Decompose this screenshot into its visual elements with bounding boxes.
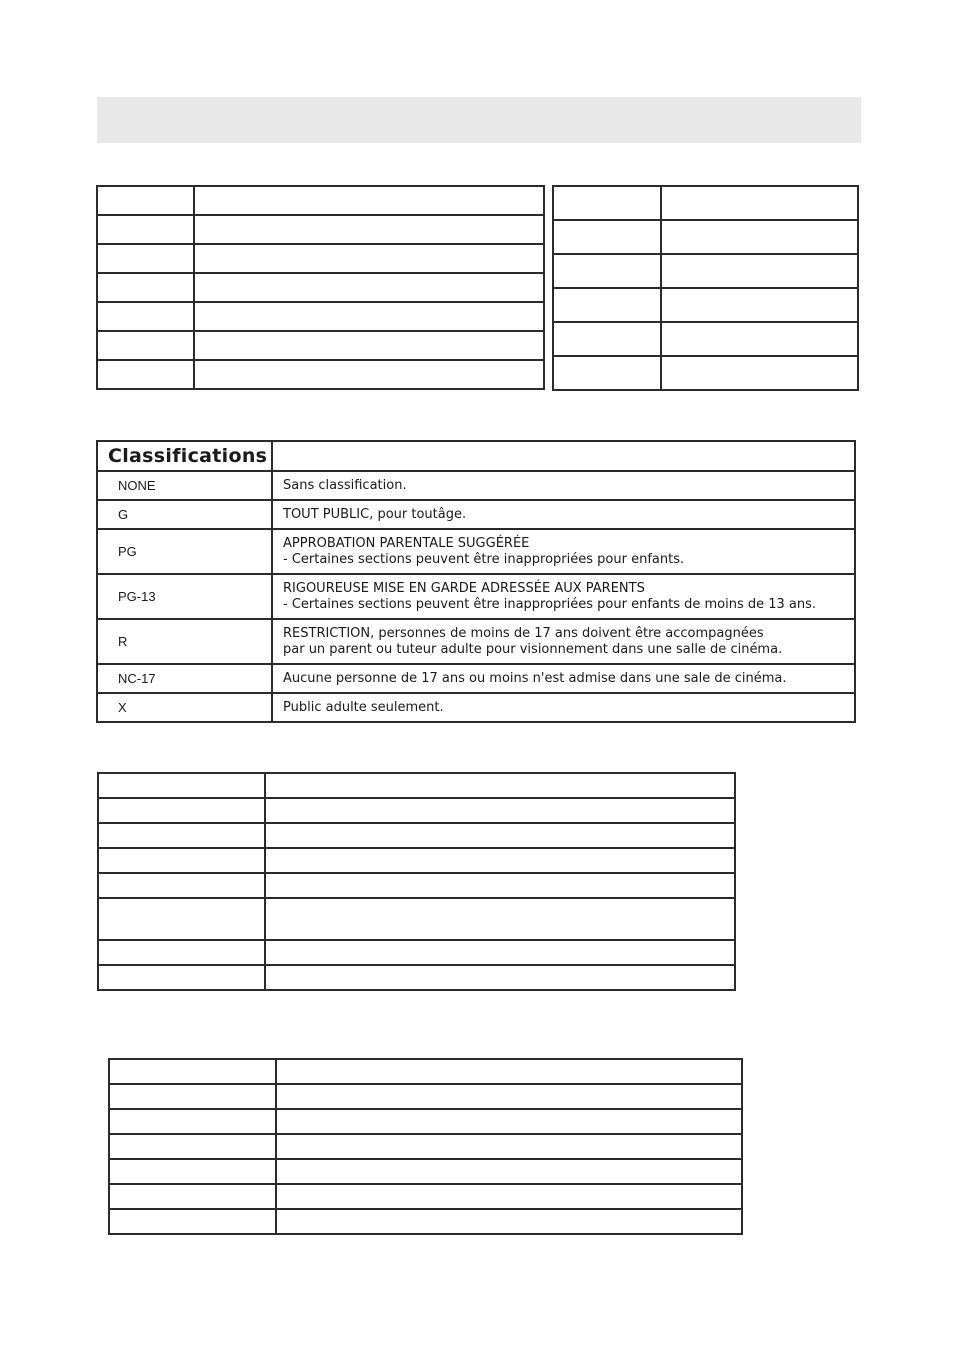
rating-code: X: [97, 693, 272, 722]
table-cell: [276, 1184, 742, 1209]
table-row: [109, 1209, 742, 1234]
table-cell: [276, 1159, 742, 1184]
rating-code: NC-17: [97, 664, 272, 693]
table-cell: [265, 873, 735, 898]
table-cell: [661, 356, 858, 390]
table-row: [98, 940, 735, 965]
table-row: [97, 273, 544, 302]
table-row: [97, 302, 544, 331]
rating-code: G: [97, 500, 272, 529]
table-cell: [276, 1209, 742, 1234]
table-header-row: [97, 441, 855, 471]
table-row: [109, 1134, 742, 1159]
table-cell: [276, 1059, 742, 1084]
table-cell: [553, 356, 661, 390]
table-cell: [98, 773, 265, 798]
table-row: [98, 873, 735, 898]
table-row: [109, 1084, 742, 1109]
table-row: [97, 500, 855, 529]
rating-description-line: TOUT PUBLIC, pour toutâge.: [283, 506, 467, 522]
table-row: [553, 220, 858, 254]
table-cell: [553, 322, 661, 356]
rating-description-line: Aucune personne de 17 ans ou moins n'est admise dans une sale de cinéma.: [283, 670, 787, 686]
table-row: [97, 186, 544, 215]
rating-code: PG: [97, 529, 272, 574]
table-row: [553, 356, 858, 390]
table-cell: [97, 302, 194, 331]
classifications-table: [96, 440, 856, 723]
table-cell: [98, 873, 265, 898]
rating-code: NONE: [97, 471, 272, 500]
table-cell: [98, 848, 265, 873]
table-cell: [97, 215, 194, 244]
rating-description-line: Public adulte seulement.: [283, 699, 444, 715]
table-cell: [265, 898, 735, 940]
table-cell: [276, 1109, 742, 1134]
table-cell: [109, 1059, 276, 1084]
rating-description: [272, 471, 855, 500]
table-cell: [661, 322, 858, 356]
table-cell: [661, 220, 858, 254]
table-row: [553, 254, 858, 288]
table-cell: [661, 186, 858, 220]
table-cell: [194, 186, 544, 215]
table-cell: [553, 186, 661, 220]
settings-table-3: [97, 772, 736, 991]
rating-description-line: RESTRICTION, personnes de moins de 17 ans doivent être accompagnées: [283, 625, 764, 641]
table-cell: [553, 288, 661, 322]
table-row: [97, 244, 544, 273]
table-cell: [194, 302, 544, 331]
table-cell: [553, 254, 661, 288]
settings-table-1: [96, 185, 545, 390]
table-cell: [98, 823, 265, 848]
rating-description-line: APPROBATION PARENTALE SUGGÉRÉE: [283, 535, 530, 551]
table-cell: [97, 331, 194, 360]
table-cell: [265, 848, 735, 873]
rating-description: [272, 574, 855, 619]
table-cell: [97, 360, 194, 389]
table-cell: [109, 1109, 276, 1134]
table-row: [553, 322, 858, 356]
table-cell: [661, 254, 858, 288]
table-row: [98, 848, 735, 873]
rating-description: [272, 500, 855, 529]
table-row: [97, 471, 855, 500]
table-cell: [194, 244, 544, 273]
table-cell: [194, 331, 544, 360]
rating-description: [272, 619, 855, 664]
table-cell: [265, 823, 735, 848]
rating-description-line: - Certaines sections peuvent être inappropriées pour enfants.: [283, 551, 685, 567]
table-cell: [265, 798, 735, 823]
table-row: [109, 1159, 742, 1184]
rating-description: [272, 529, 855, 574]
table-row: [97, 619, 855, 664]
table-row: [109, 1184, 742, 1209]
table-cell: [109, 1159, 276, 1184]
table-cell: [553, 220, 661, 254]
table-cell: [194, 215, 544, 244]
table-row: [553, 288, 858, 322]
rating-description-line: Sans classification.: [283, 477, 407, 493]
table-row: [97, 331, 544, 360]
table-cell: [98, 965, 265, 990]
rating-code: PG-13: [97, 574, 272, 619]
table-cell: [109, 1134, 276, 1159]
table-row: [97, 693, 855, 722]
rating-description-line: par un parent ou tuteur adulte pour visionnement dans une salle de cinéma.: [283, 641, 783, 657]
table-row: [553, 186, 858, 220]
rating-description: [272, 664, 855, 693]
table-row: [109, 1059, 742, 1084]
table-row: [98, 823, 735, 848]
table-cell: [98, 940, 265, 965]
table-row: [97, 529, 855, 574]
table-cell: [276, 1084, 742, 1109]
table-cell: [194, 360, 544, 389]
table-row: [97, 360, 544, 389]
table-cell: [97, 186, 194, 215]
table-cell: [272, 441, 855, 471]
table-cell: [98, 898, 265, 940]
table-row: [98, 965, 735, 990]
table-cell: [97, 244, 194, 273]
table-row: [98, 898, 735, 940]
table-row: [97, 664, 855, 693]
table-row: [97, 215, 544, 244]
table-cell: [276, 1134, 742, 1159]
table-cell: [109, 1184, 276, 1209]
rating-description-line: RIGOUREUSE MISE EN GARDE ADRESSÉE AUX PARENTS: [283, 580, 645, 596]
table-cell: [97, 273, 194, 302]
table-cell: [109, 1084, 276, 1109]
rating-description: [272, 693, 855, 722]
rating-code: R: [97, 619, 272, 664]
settings-table-2: [552, 185, 859, 391]
classifications-header: Classifications: [97, 441, 272, 471]
table-cell: [661, 288, 858, 322]
table-row: [109, 1109, 742, 1134]
table-cell: [265, 940, 735, 965]
table-row: [98, 773, 735, 798]
table-row: [97, 574, 855, 619]
table-cell: [109, 1209, 276, 1234]
table-cell: [194, 273, 544, 302]
rating-description-line: - Certaines sections peuvent être inappropriées pour enfants de moins de 13 ans.: [283, 596, 817, 612]
table-cell: [98, 798, 265, 823]
table-row: [98, 798, 735, 823]
section-header-bar: [97, 97, 861, 143]
settings-table-4: [108, 1058, 743, 1235]
table-cell: [265, 965, 735, 990]
table-cell: [265, 773, 735, 798]
